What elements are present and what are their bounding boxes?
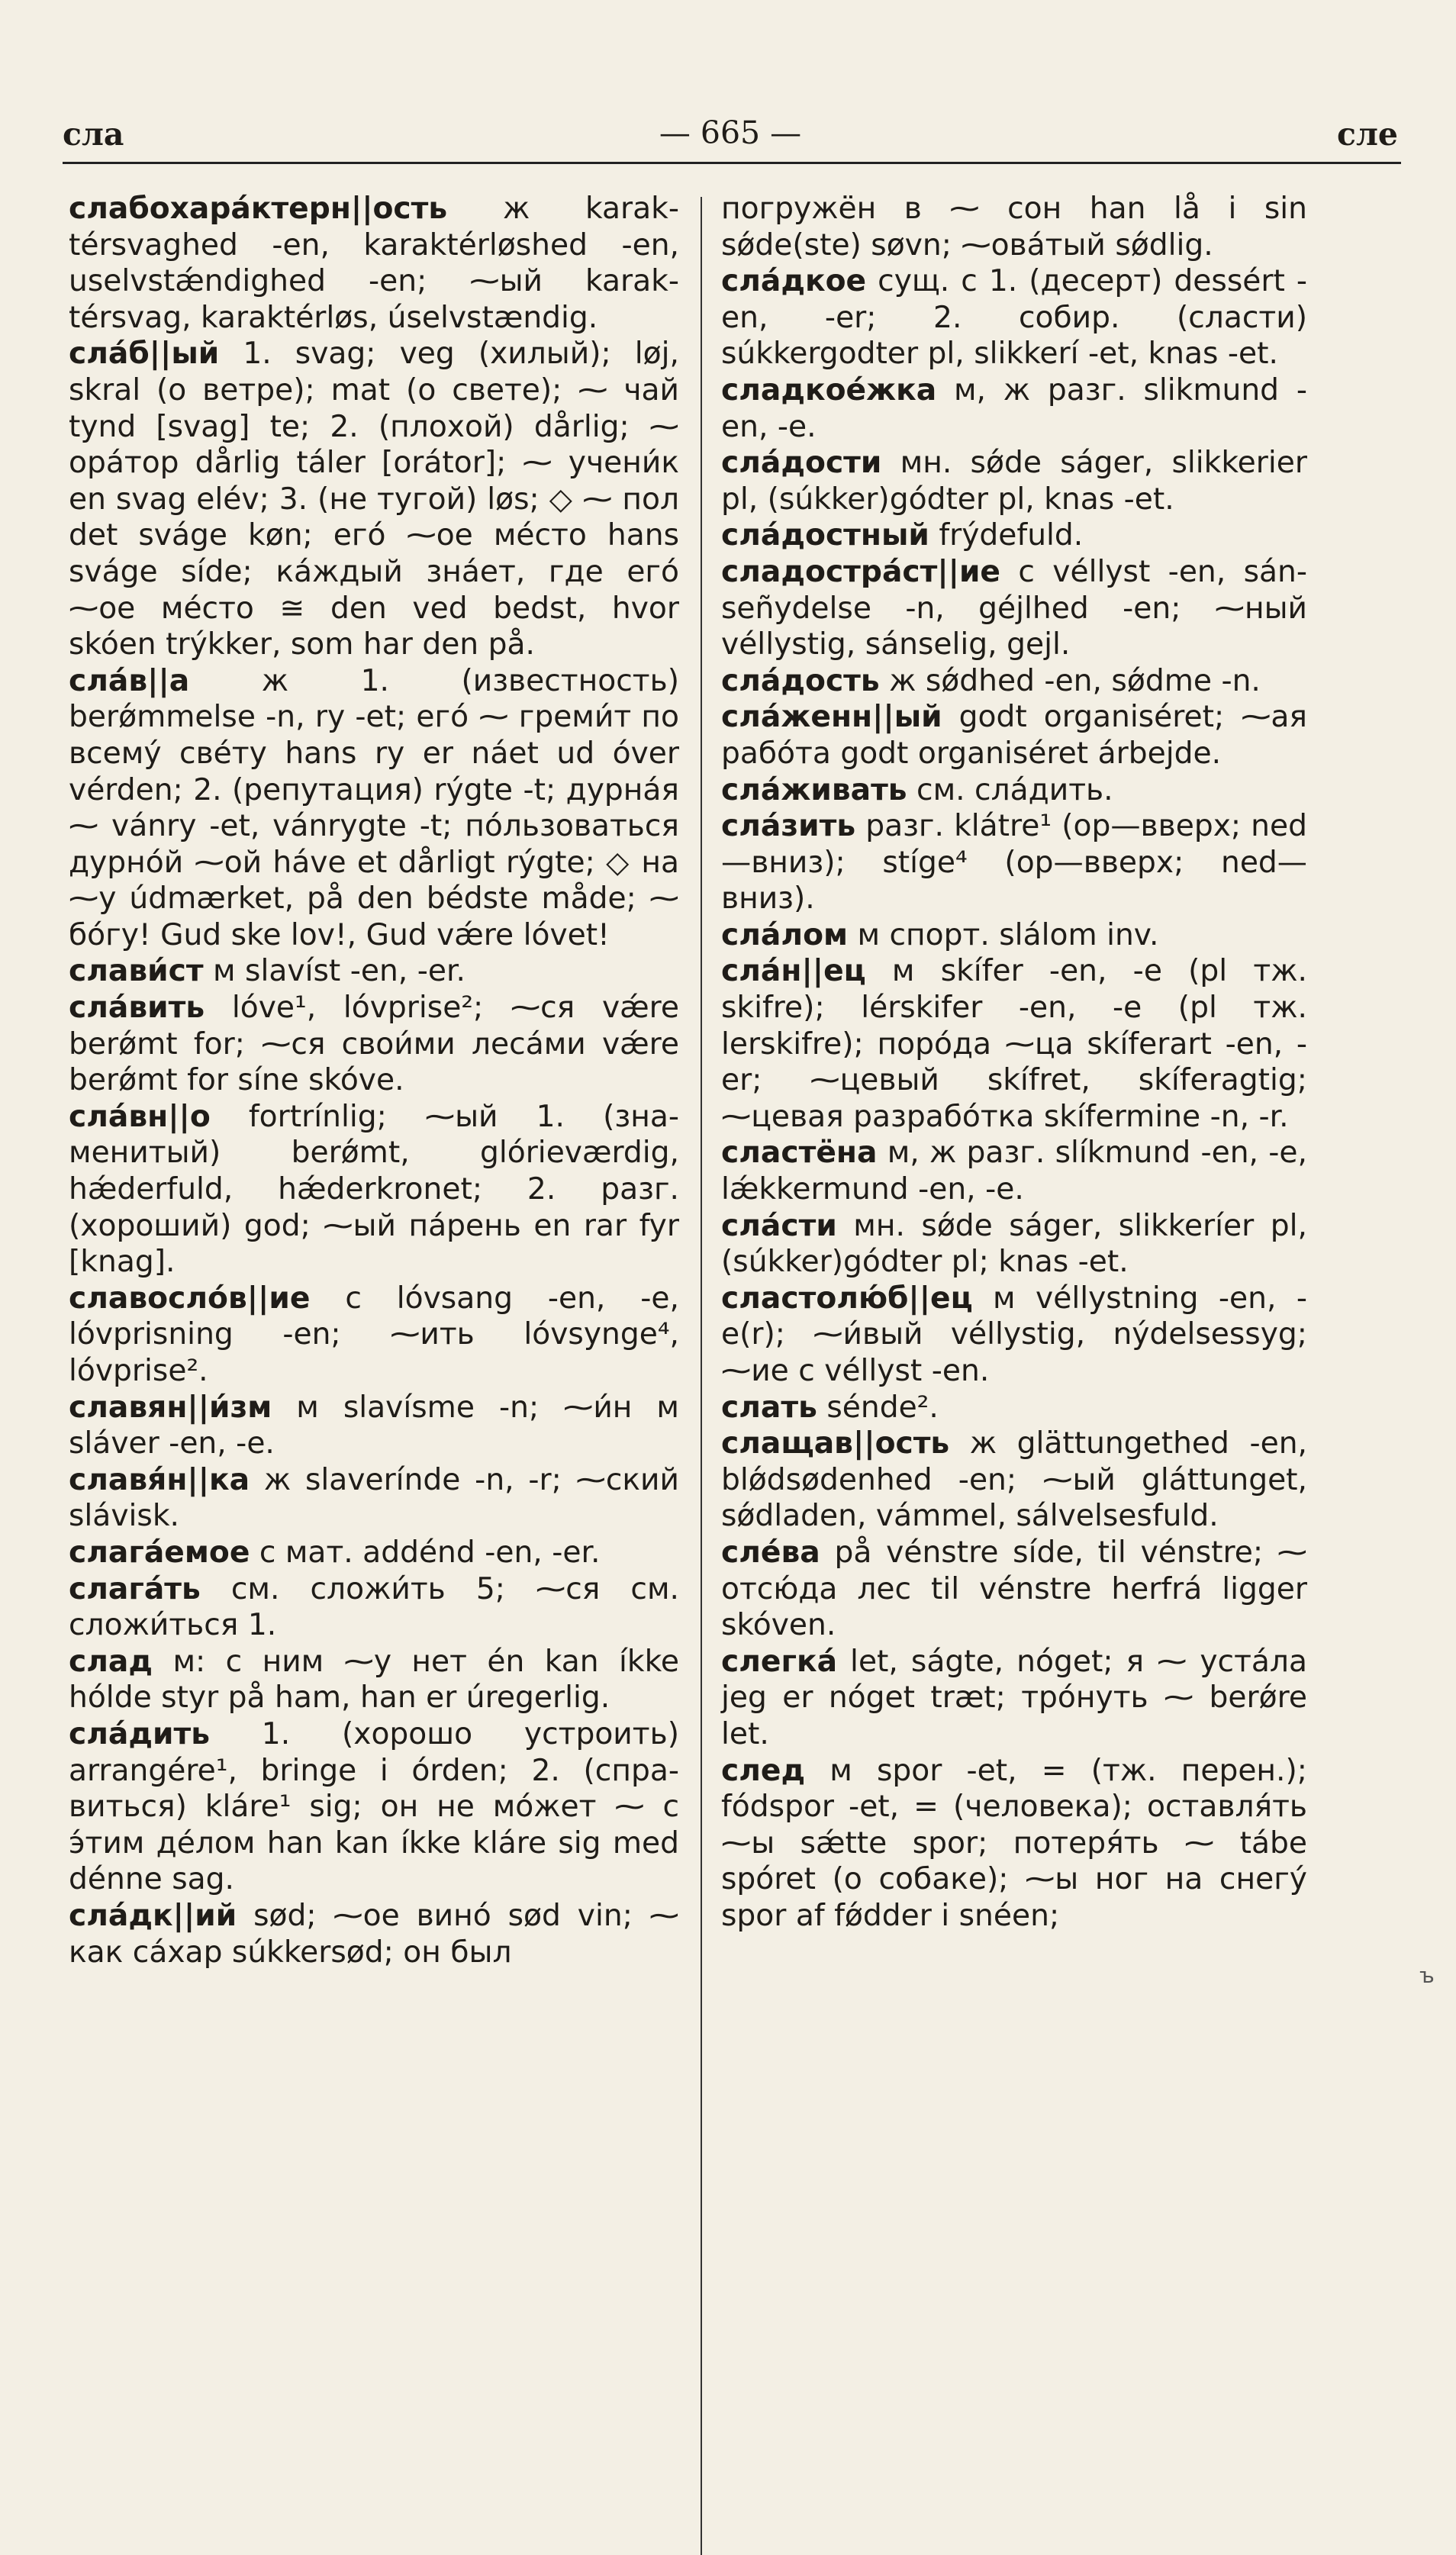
right-column: [721, 191, 1307, 1935]
entry-headword: сла́вить: [69, 991, 205, 1026]
dictionary-entry: [69, 1571, 679, 1644]
entry-body: с véllyst -en, sánseñydelse -n, géjlhed -en; ⁓ный véllystig, sánselig, gejl.: [721, 554, 1307, 662]
dictionary-entry: [69, 1390, 679, 1462]
entry-headword: сла́вн||о: [69, 1099, 211, 1134]
entry-headword: сла́в||а: [69, 663, 190, 698]
entry-headword: сла́дости: [721, 446, 882, 481]
dictionary-entry: [69, 663, 679, 954]
entry-headword: сла́дк||ий: [69, 1898, 237, 1933]
entry-body: ж sǿdhed -en, sǿdme -n.: [879, 663, 1261, 698]
dictionary-entry: [69, 1462, 679, 1535]
dictionary-entry: [69, 1281, 679, 1390]
entry-body: с мат. addénd -en, -er.: [250, 1535, 601, 1570]
entry-body: м véllystning -en, -e(r); ⁓и́вый véllystig, nýdelsessyg; ⁓ие с véllyst -en.: [721, 1281, 1307, 1388]
dictionary-entry: [721, 772, 1307, 809]
dictionary-entry: [721, 1281, 1307, 1390]
dictionary-entry: [69, 191, 679, 336]
entry-headword: сла́б||ый: [69, 337, 220, 372]
header-left-guideword: сла: [63, 116, 124, 153]
entry-headword: сла́живать: [721, 772, 907, 807]
entry-body: см. сложи́ть 5; ⁓ся см. сложи́ться 1.: [69, 1571, 679, 1643]
entry-headword: слабохара́ктерн||ость: [69, 192, 448, 226]
dictionary-entry: [721, 1390, 1307, 1426]
dictionary-entry: [69, 953, 679, 990]
dictionary-entry: [721, 1644, 1307, 1753]
entry-headword: слад: [69, 1644, 153, 1679]
entry-body: м slavíst -en, -er.: [203, 954, 465, 989]
dictionary-entry: [721, 445, 1307, 517]
entry-headword: славосло́в||ие: [69, 1281, 311, 1316]
dictionary-entry: [721, 554, 1307, 663]
entry-body: 1. svag; veg (хилый); løj, skral (о ветре); mat (о свете); ⁓ чай tynd [svag] te; 2. (плохой) dårlig; ⁓ ора́тор dårlig táler [orátor]; ⁓ учени́к en svag elév; 3. (не тугой) løs; ◇ ⁓ пол det sváge køn; его́ ⁓ое ме́сто hans sváge síde; ка́ждый зна́ет, где его́ ⁓ое ме́сто ≅ den ved bedst, hvor skóen trýkker, som har den på.: [69, 337, 679, 662]
entry-headword: слегка́: [721, 1644, 838, 1679]
entry-headword: сла́лом: [721, 917, 849, 952]
dictionary-entry: [69, 1099, 679, 1281]
entry-body: м, ж разг. slíkmund -en, -e, lǽkkermund -en, -e.: [721, 1136, 1307, 1207]
entry-headword: сладостра́ст||ие: [721, 554, 1000, 589]
dictionary-entry: [69, 1898, 679, 1970]
entry-headword: сла́женн||ый: [721, 700, 942, 735]
dictionary-entry: [721, 953, 1307, 1135]
dictionary-entry: [721, 663, 1307, 700]
entry-body: м, ж разг. slikmund -en, -e.: [721, 372, 1307, 444]
entry-body: м спорт. slálom inv.: [848, 917, 1159, 952]
entry-headword: сле́ва: [721, 1535, 820, 1570]
dictionary-entry: [721, 1135, 1307, 1207]
column-divider: [701, 197, 702, 2555]
entry-headword: славя́н||ка: [69, 1462, 250, 1497]
entry-headword: сластолю́б||ец: [721, 1281, 973, 1316]
dictionary-entry: [721, 699, 1307, 772]
entry-headword: сла́дкое: [721, 264, 867, 299]
dictionary-entry: [721, 517, 1307, 554]
entry-body: ж glättungethed -en, blǿdsødenhed -en; ⁓ый gláttunget, sǿdladen, vámmel, sálvelsesfuld.: [721, 1426, 1307, 1534]
dictionary-entry: [721, 191, 1307, 263]
entry-body: på vénstre síde, til vénstre; ⁓ отсю́да лес til vénstre herfrá ligger skóven.: [721, 1535, 1307, 1643]
entry-body: ж slaverínde -n, -r; ⁓ский slávisk.: [69, 1462, 679, 1534]
entry-body: м slavísme -n; ⁓и́н м sláver -en, -e.: [69, 1390, 679, 1461]
entry-headword: сла́дить: [69, 1716, 210, 1751]
entry-body: мн. sǿde ságer, slikkerier pl, (súkker)gódter pl, knas -et.: [721, 446, 1307, 517]
entry-headword: сла́достный: [721, 518, 929, 553]
entry-body: м: с ним ⁓у нет én kan íkke hólde styr på ham, han er úregerlig.: [69, 1644, 679, 1716]
entry-body: мн. sǿde ságer, slikkeríer pl, (súkker)gódter pl; knas -et.: [721, 1208, 1307, 1280]
entry-body: погружён в ⁓ сон han lå i sin sǿde(ste) søvn; ⁓ова́тый sǿdlig.: [721, 192, 1307, 263]
entry-body: с lóvsang -en, -e, lóvprisning -en; ⁓ить lóvsynge⁴, lóvprise².: [69, 1281, 679, 1388]
entry-body: fortrínlig; ⁓ый 1. (знаменитый) berǿmt, glórieværdig, hǽderfuld, hǽderkronet; 2. разг. (хороший) god; ⁓ый па́рень en rar fyr [knag].: [69, 1099, 679, 1280]
dictionary-entry: [721, 1426, 1307, 1535]
entry-body: ж karaktérsvaghed -en, karaktérløshed -en, uselvstǽndighed -en; ⁓ый karaktérsvag, karaktérløs, úselvstændig.: [69, 192, 679, 335]
entry-body: frýdefuld.: [929, 518, 1084, 553]
entry-headword: сла́дость: [721, 663, 880, 698]
entry-body: godt organiséret; ⁓ая рабо́та godt organiséret árbejde.: [721, 700, 1307, 771]
entry-body: см. сла́дить.: [907, 772, 1113, 807]
entry-body: разг. klátre¹ (op—вверх; ned—вниз); stíge⁴ (op—вверх; ned—вниз).: [721, 809, 1307, 917]
dictionary-entry: [721, 917, 1307, 954]
entry-body: сущ. с 1. (десерт) dessért -en, -er; 2. собир. (сласти) súkkergodter pl, slikkerí -et, knas -et.: [721, 264, 1307, 372]
dictionary-entry: [69, 1535, 679, 1571]
header-right-guideword: сле: [1337, 116, 1398, 153]
entry-body: 1. (хорошо устроить) arrangére¹, bringe i órden; 2. (справиться) kláre¹ sig; он не мо́жет ⁓ с э́тим де́лом han kan íkke kláre sig med dénne sag.: [69, 1716, 679, 1897]
entry-headword: сла́сти: [721, 1208, 837, 1243]
entry-body: sød; ⁓ое вино́ sød vin; ⁓ как са́хар súkkersød; он был: [69, 1898, 679, 1970]
entry-body: м spor -et, = (тж. перен.); fódspor -et, = (человека); оставля́ть ⁓ы sǽtte spor; потеря́ть ⁓ tábe spóret (о собаке); ⁓ы ног на снегу́ spor af fǿdder i snéen;: [721, 1753, 1307, 1933]
entry-headword: слага́ть: [69, 1571, 201, 1606]
dictionary-entry: [69, 990, 679, 1099]
header-rule: [63, 162, 1401, 164]
entry-headword: сла́н||ец: [721, 954, 866, 989]
entry-body: let, ságte, nóget; я ⁓ уста́ла jeg er nóget træt; тро́нуть ⁓ berǿre let.: [721, 1644, 1307, 1751]
entry-body: ж 1. (известность) berǿmmelse -n, ry -et; его́ ⁓ греми́т по всему́ све́ту hans ry er náet ud óver vérden; 2. (репутация) rýgte -t; дурна́я ⁓ vánry -et, vánrygte -t; по́льзоваться дурно́й ⁓ой háve et dårligt rýgte; ◇ на ⁓у údmærket, på den bédste måde; ⁓ бо́гу! Gud ske lov!, Gud vǽre lóvet!: [69, 663, 679, 952]
entry-headword: сла́зить: [721, 809, 856, 844]
dictionary-entry: [69, 1716, 679, 1898]
entry-headword: славян||и́зм: [69, 1390, 272, 1425]
dictionary-entry: [721, 1535, 1307, 1644]
entry-headword: слага́емое: [69, 1535, 250, 1570]
dictionary-entry: [721, 263, 1307, 372]
margin-mark: ъ: [1419, 1963, 1435, 1988]
entry-body: м skífer -en, -e (pl тж. skifre); lérskifer -en, -e (pl тж. lerskifre); поро́да ⁓ца skíferart -en, -er; ⁓цевый skífret, skíferagtig; ⁓цевая разрабо́тка skífermine -n, -r.: [721, 954, 1307, 1134]
entry-body: sénde².: [817, 1390, 939, 1425]
entry-headword: сластёна: [721, 1136, 878, 1171]
entry-headword: слащав||ость: [721, 1426, 950, 1461]
entry-body: lóve¹, lóvprise²; ⁓ся vǽre berǿmt for; ⁓ся свои́ми леса́ми vǽre berǿmt for síne skóve.: [69, 991, 679, 1098]
dictionary-entry: [69, 336, 679, 662]
entry-headword: сладкое́жка: [721, 372, 937, 408]
page-number: — 665 —: [659, 114, 802, 151]
entry-headword: след: [721, 1753, 806, 1788]
entry-headword: слави́ст: [69, 954, 204, 989]
page-header: [63, 113, 1398, 166]
entry-headword: слать: [721, 1390, 817, 1425]
dictionary-entry: [721, 1753, 1307, 1935]
dictionary-entry: [69, 1644, 679, 1716]
dictionary-entry: [721, 372, 1307, 445]
dictionary-entry: [721, 808, 1307, 917]
dictionary-entry: [721, 1208, 1307, 1281]
left-column: [69, 191, 679, 1970]
